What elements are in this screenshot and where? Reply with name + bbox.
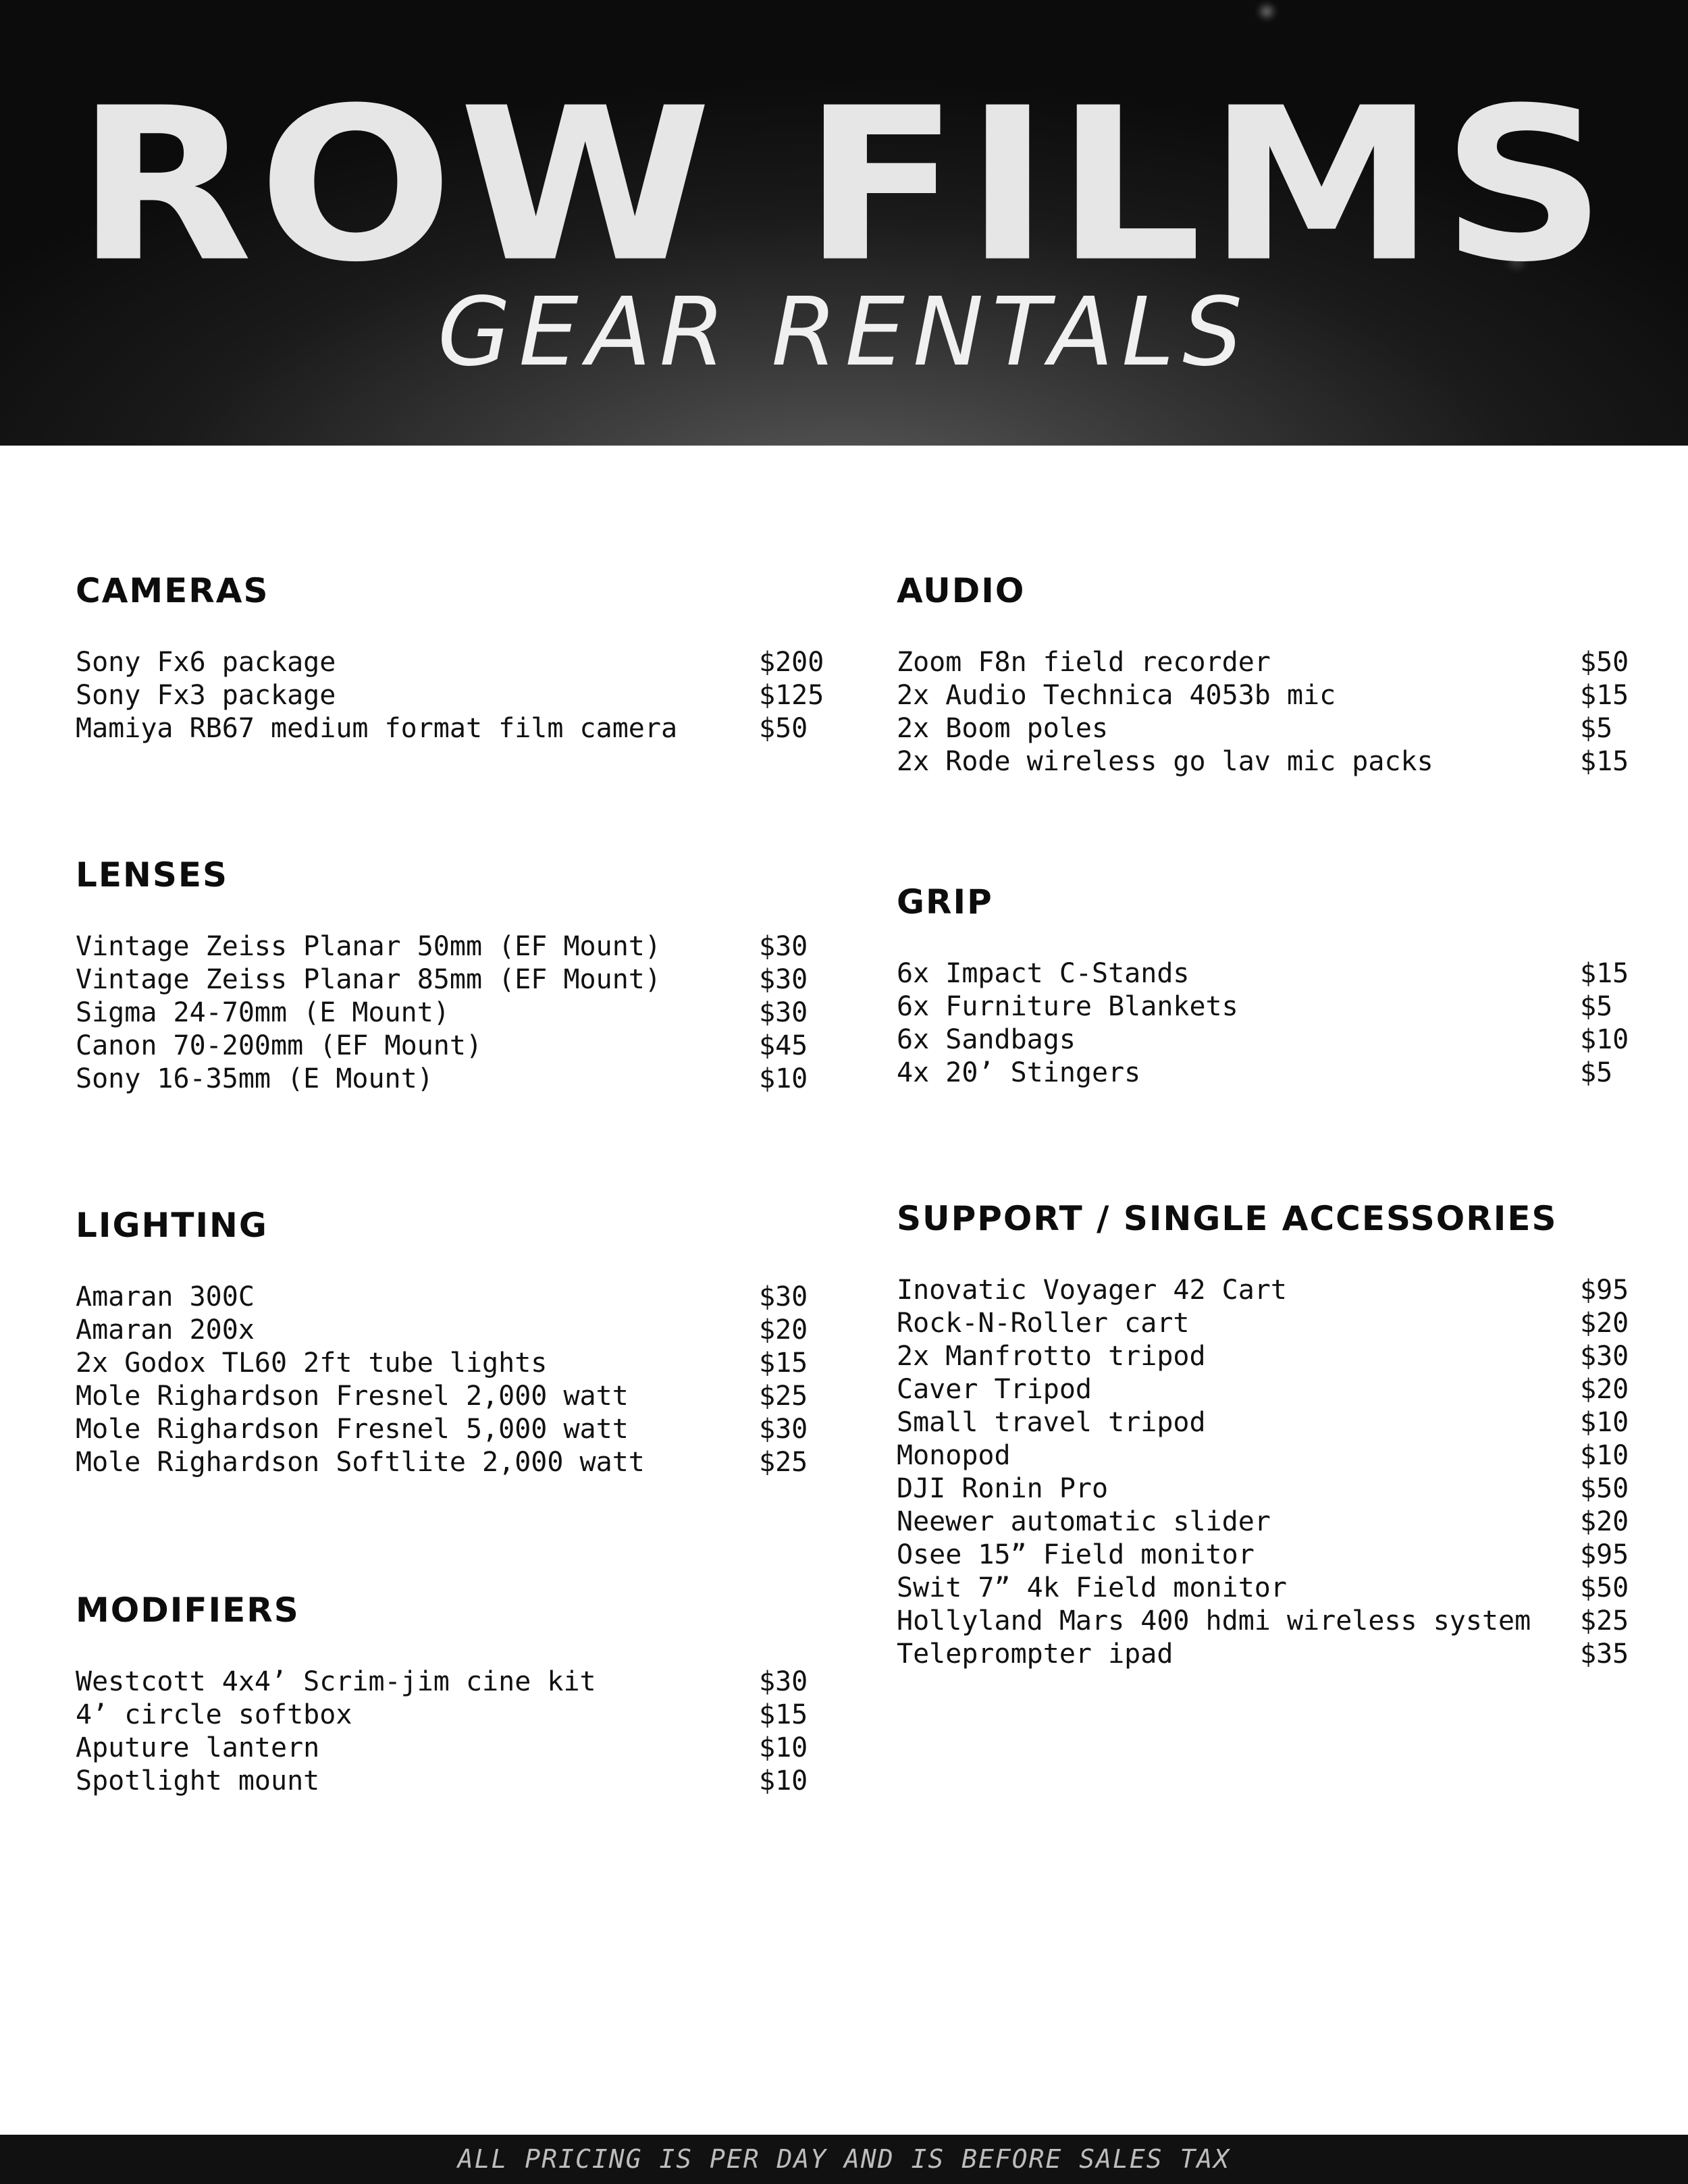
- item-price: $30: [759, 1414, 808, 1445]
- list-item: [897, 679, 1646, 712]
- item-name: Amaran 300C: [76, 1281, 255, 1312]
- list-item: [897, 1274, 1646, 1307]
- item-price: $30: [759, 1666, 808, 1697]
- item-name: Vintage Zeiss Planar 85mm (EF Mount): [76, 964, 661, 995]
- item-price: $15: [759, 1699, 808, 1730]
- item-name: Mole Righardson Fresnel 5,000 watt: [76, 1414, 629, 1445]
- item-price: $125: [759, 680, 824, 711]
- item-price: $45: [759, 1030, 808, 1061]
- item-name: 6x Sandbags: [897, 1024, 1076, 1055]
- list-item: [76, 1699, 825, 1732]
- list-item: [76, 996, 825, 1030]
- list-item: [897, 1340, 1646, 1373]
- item-price: $50: [1580, 1473, 1629, 1504]
- item-name: 4x 20’ Stingers: [897, 1057, 1141, 1088]
- item-name: Sigma 24-70mm (E Mount): [76, 997, 450, 1028]
- item-name: Swit 7” 4k Field monitor: [897, 1572, 1287, 1603]
- item-name: Canon 70-200mm (EF Mount): [76, 1030, 483, 1061]
- section-lighting: [76, 1205, 825, 1479]
- list-item: [897, 1057, 1646, 1090]
- item-price: $50: [1580, 1572, 1629, 1603]
- list-item: [897, 1023, 1646, 1057]
- list-item: [76, 1413, 825, 1446]
- list-item: [897, 1439, 1646, 1472]
- item-list: [76, 1666, 825, 1798]
- section-title: SUPPORT / SINGLE ACCESSORIES: [897, 1199, 1558, 1238]
- item-name: Sony Fx6 package: [76, 647, 336, 678]
- item-name: Caver Tripod: [897, 1374, 1092, 1405]
- item-list: [76, 930, 825, 1096]
- item-price: $10: [1580, 1407, 1629, 1438]
- item-price: $30: [759, 1281, 808, 1312]
- list-item: [897, 1373, 1646, 1406]
- list-item: [76, 1063, 825, 1096]
- list-item: [76, 1666, 825, 1699]
- section-title: CAMERAS: [76, 571, 269, 610]
- item-price: $15: [1580, 680, 1629, 711]
- item-name: DJI Ronin Pro: [897, 1473, 1109, 1504]
- item-price: $5: [1580, 991, 1613, 1022]
- list-item: [897, 1506, 1646, 1539]
- item-name: Amaran 200x: [76, 1314, 255, 1346]
- item-list: [897, 957, 1646, 1090]
- item-price: $5: [1580, 1057, 1613, 1088]
- item-list: [897, 1274, 1646, 1671]
- list-item: [76, 1380, 825, 1413]
- item-price: $30: [759, 997, 808, 1028]
- list-item: [76, 646, 825, 679]
- item-price: $95: [1580, 1539, 1629, 1570]
- item-list: [76, 1281, 825, 1479]
- header-banner: [0, 0, 1688, 446]
- list-item: [76, 1281, 825, 1314]
- section-title: LENSES: [76, 855, 229, 895]
- item-price: $25: [759, 1447, 808, 1478]
- list-item: [897, 1406, 1646, 1439]
- item-name: Rock-N-Roller cart: [897, 1308, 1190, 1339]
- item-name: 2x Rode wireless go lav mic packs: [897, 746, 1433, 777]
- section-modifiers: [76, 1590, 825, 1798]
- list-item: [76, 1347, 825, 1380]
- item-price: $10: [1580, 1440, 1629, 1471]
- item-name: 2x Manfrotto tripod: [897, 1341, 1206, 1372]
- item-price: $30: [1580, 1341, 1629, 1372]
- list-item: [76, 1765, 825, 1798]
- list-item: [897, 1472, 1646, 1506]
- item-price: $30: [759, 964, 808, 995]
- item-name: Mole Righardson Fresnel 2,000 watt: [76, 1381, 629, 1412]
- list-item: [76, 1732, 825, 1765]
- item-name: Hollyland Mars 400 hdmi wireless system: [897, 1605, 1531, 1636]
- list-item: [897, 990, 1646, 1023]
- item-price: $20: [1580, 1374, 1629, 1405]
- section-cameras: [76, 570, 825, 745]
- item-price: $95: [1580, 1275, 1629, 1306]
- list-item: [76, 712, 825, 745]
- item-name: Vintage Zeiss Planar 50mm (EF Mount): [76, 931, 661, 962]
- list-item: [76, 1030, 825, 1063]
- item-price: $25: [759, 1381, 808, 1412]
- item-name: Mole Righardson Softlite 2,000 watt: [76, 1447, 645, 1478]
- item-name: 2x Audio Technica 4053b mic: [897, 680, 1336, 711]
- brand-subtitle: GEAR RENTALS: [437, 277, 1251, 388]
- section-title: GRIP: [897, 882, 993, 922]
- item-price: $10: [759, 1732, 808, 1763]
- item-price: $20: [759, 1314, 808, 1346]
- header-light-glint: [1261, 7, 1272, 16]
- list-item: [897, 646, 1646, 679]
- section-title: MODIFIERS: [76, 1591, 300, 1630]
- list-item: [897, 745, 1646, 778]
- list-item: [897, 1572, 1646, 1605]
- item-price: $15: [1580, 746, 1629, 777]
- section-title: LIGHTING: [76, 1206, 268, 1245]
- item-name: 4’ circle softbox: [76, 1699, 352, 1730]
- item-name: 6x Impact C-Stands: [897, 958, 1190, 989]
- item-name: Small travel tripod: [897, 1407, 1206, 1438]
- list-item: [897, 1638, 1646, 1671]
- list-item: [897, 712, 1646, 745]
- list-item: [76, 930, 825, 963]
- item-price: $15: [759, 1348, 808, 1379]
- item-name: Spotlight mount: [76, 1765, 320, 1796]
- item-name: 2x Godox TL60 2ft tube lights: [76, 1348, 548, 1379]
- item-name: Westcott 4x4’ Scrim-jim cine kit: [76, 1666, 596, 1697]
- footer-pricing-note: ALL PRICING IS PER DAY AND IS BEFORE SALES TAX: [0, 2135, 1688, 2184]
- item-price: $20: [1580, 1506, 1629, 1537]
- section-grip: [897, 882, 1646, 1090]
- item-price: $50: [759, 713, 808, 744]
- list-item: [897, 1605, 1646, 1638]
- item-price: $35: [1580, 1639, 1629, 1670]
- item-name: Sony Fx3 package: [76, 680, 336, 711]
- item-price: $10: [759, 1765, 808, 1796]
- list-item: [76, 963, 825, 996]
- item-name: Teleprompter ipad: [897, 1639, 1173, 1670]
- item-price: $20: [1580, 1308, 1629, 1339]
- item-name: Aputure lantern: [76, 1732, 320, 1763]
- item-price: $200: [759, 647, 824, 678]
- item-name: Sony 16-35mm (E Mount): [76, 1063, 433, 1094]
- brand-title: ROW FILMS: [76, 62, 1612, 309]
- item-name: 6x Furniture Blankets: [897, 991, 1238, 1022]
- section-title: AUDIO: [897, 571, 1026, 610]
- list-item: [76, 1314, 825, 1347]
- item-list: [76, 646, 825, 745]
- list-item: [897, 957, 1646, 990]
- item-price: $10: [759, 1063, 808, 1094]
- item-price: $10: [1580, 1024, 1629, 1055]
- item-name: Mamiya RB67 medium format film camera: [76, 713, 678, 744]
- section-audio: [897, 570, 1646, 778]
- item-name: Inovatic Voyager 42 Cart: [897, 1275, 1287, 1306]
- list-item: [76, 679, 825, 712]
- item-price: $5: [1580, 713, 1613, 744]
- item-price: $30: [759, 931, 808, 962]
- section-lenses: [76, 855, 825, 1096]
- item-list: [897, 646, 1646, 778]
- list-item: [897, 1307, 1646, 1340]
- item-price: $25: [1580, 1605, 1629, 1636]
- item-price: $15: [1580, 958, 1629, 989]
- item-name: Zoom F8n field recorder: [897, 647, 1271, 678]
- item-name: Neewer automatic slider: [897, 1506, 1271, 1537]
- list-item: [76, 1446, 825, 1479]
- item-name: Monopod: [897, 1440, 1011, 1471]
- item-name: Osee 15” Field monitor: [897, 1539, 1255, 1570]
- item-price: $50: [1580, 647, 1629, 678]
- list-item: [897, 1539, 1646, 1572]
- item-name: 2x Boom poles: [897, 713, 1109, 744]
- section-support: [897, 1198, 1646, 1671]
